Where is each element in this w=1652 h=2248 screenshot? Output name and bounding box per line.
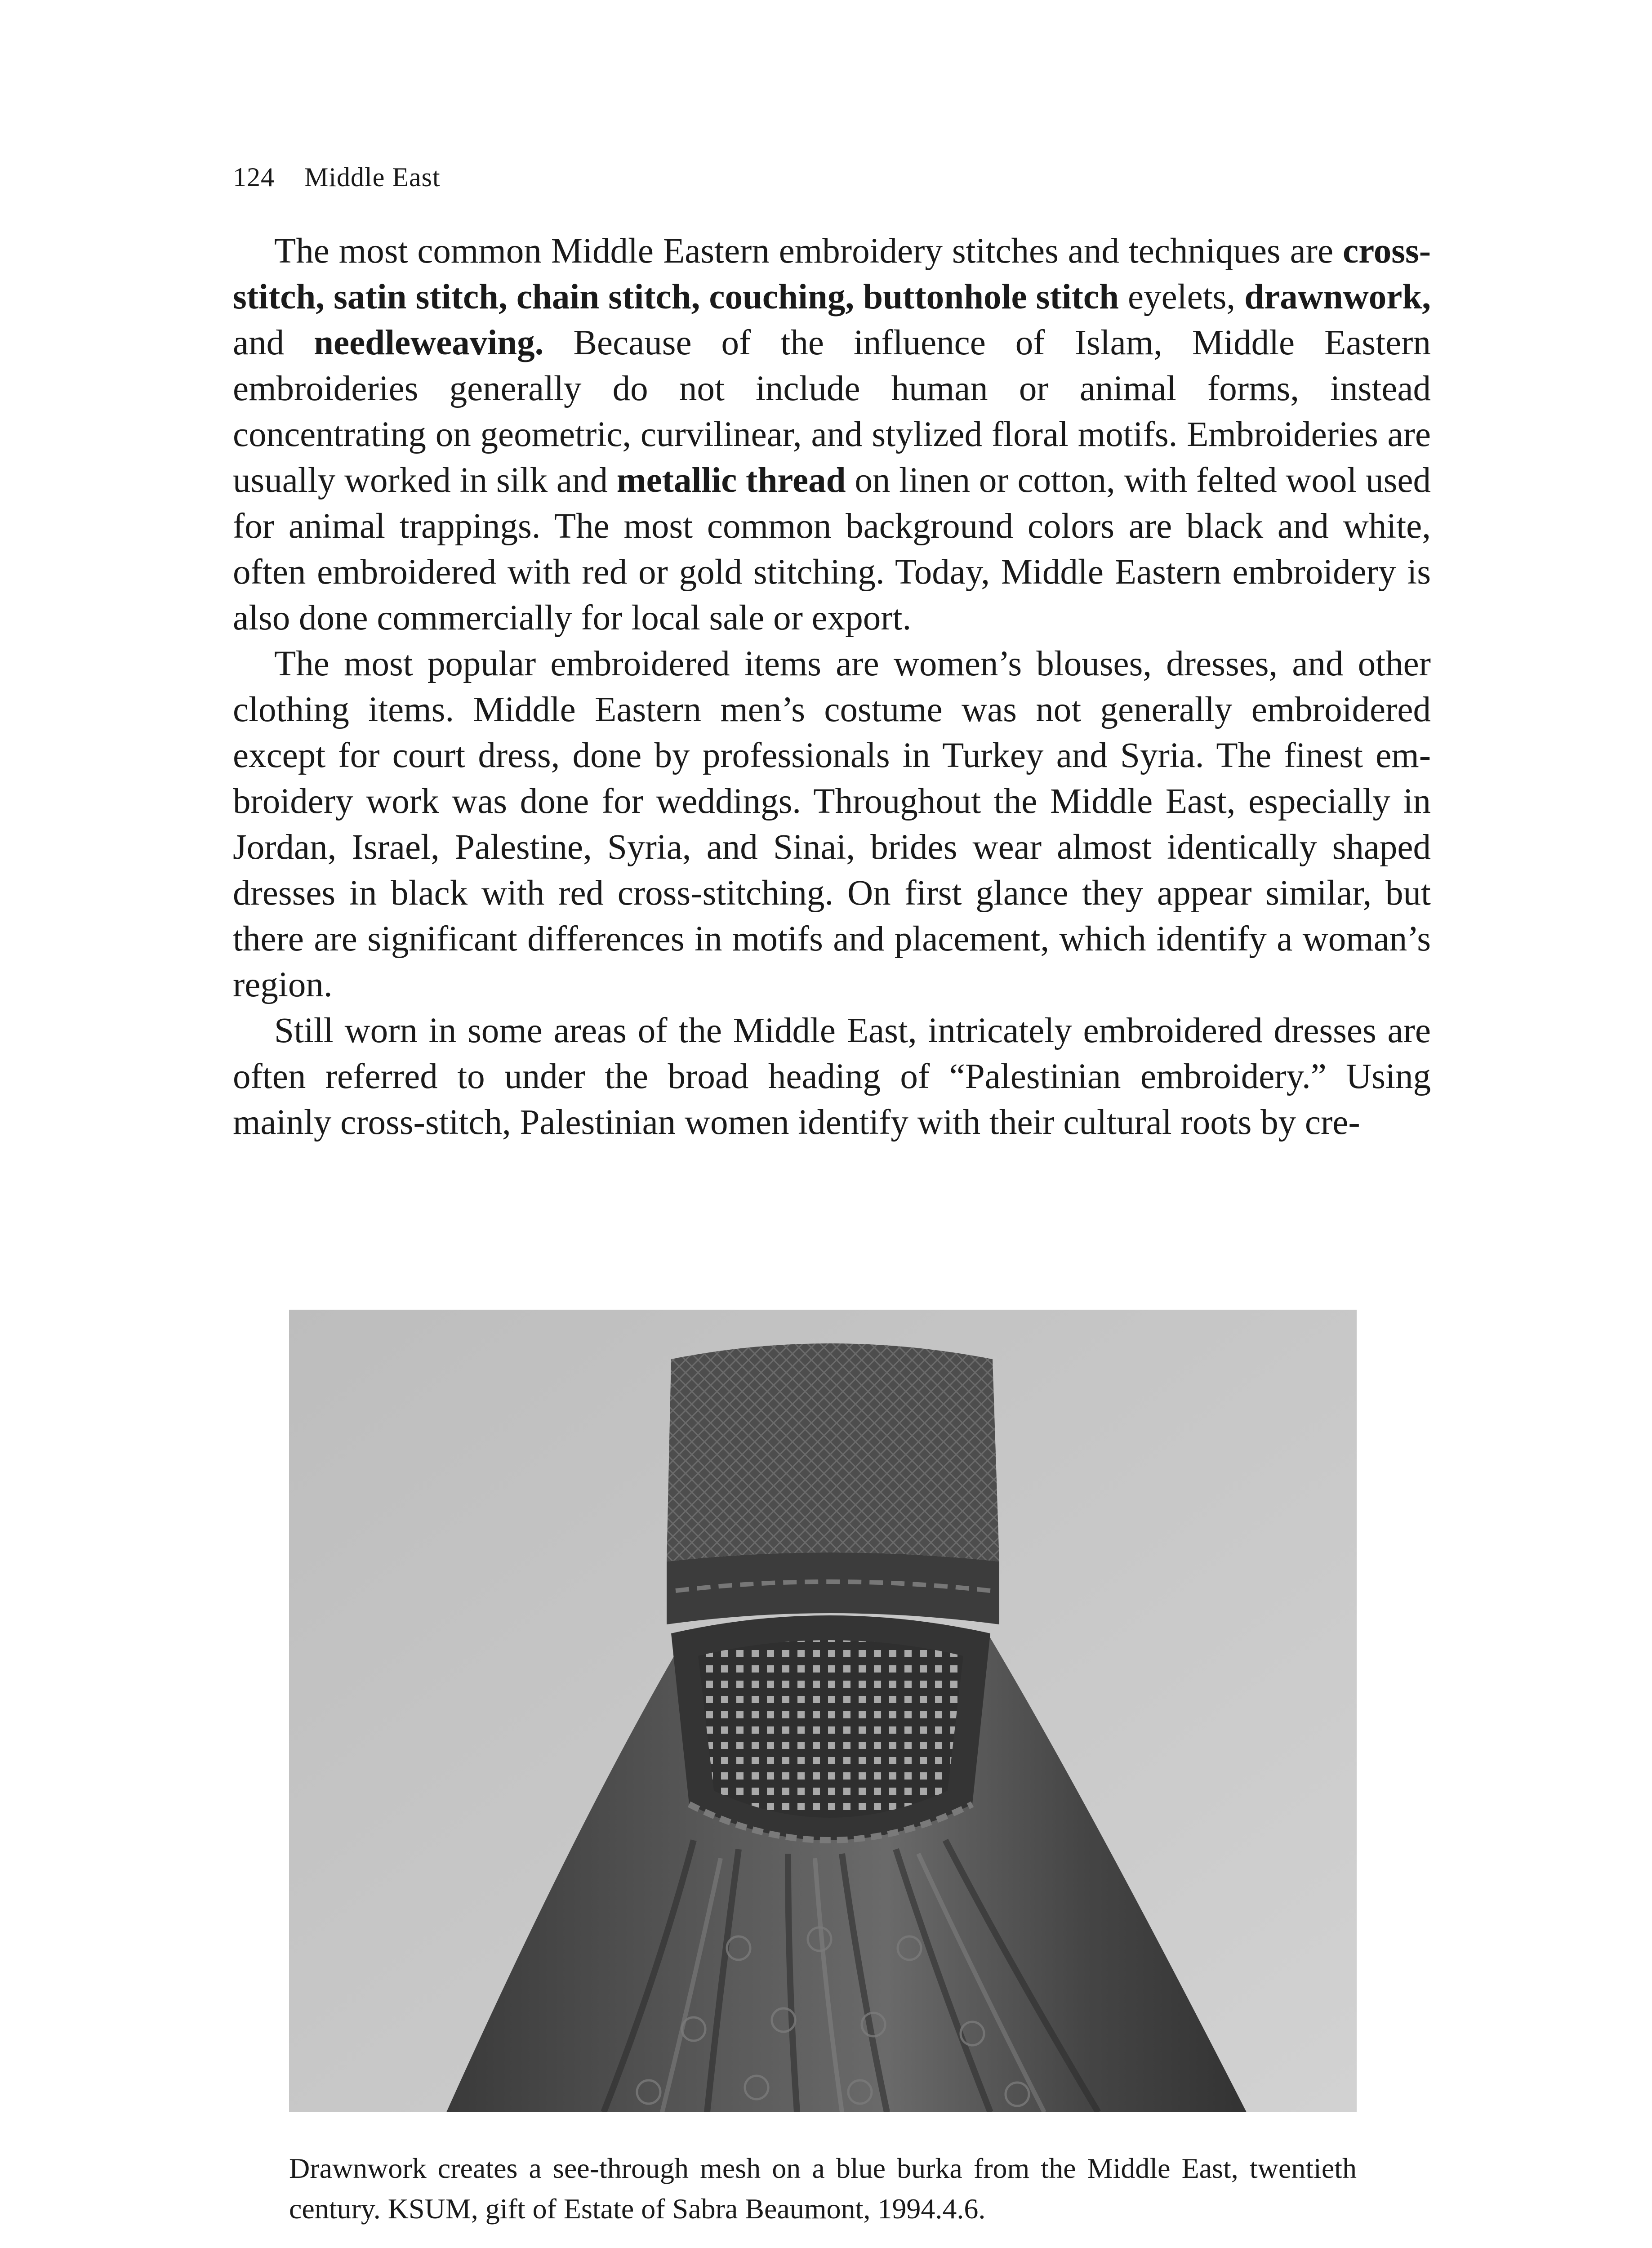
bold-term: metallic thread	[616, 461, 846, 500]
bold-term: needleweaving.	[314, 323, 544, 362]
text-run: eyelets,	[1118, 277, 1245, 317]
text-run: Because of the influence of Islam, Middle Eastern embroideries generally do not include human or animal forms, instead concentrating on geometric, curvilinear, and stylized floral motifs. Embroideries are usually worked in silk and	[233, 323, 1431, 500]
running-head	[233, 162, 441, 193]
text-run: The most popular embroidered items are women’s blouses, dresses, and other clothing items. Middle Eastern men’s costume was not generally embroidered except for court dress, done by professionals in Turkey and Syria. The finest embroidery work was done for weddings. Throughout the Middle East, especially in Jordan, Israel, Palestine, Syria, and Sinai, brides wear almost identically shaped dresses in black with red cross-stitching. On first glance they appear similar, but there are significant differences in motifs and placement, which identify a woman’s region.	[233, 644, 1431, 1004]
text-run: on linen or cotton, with felted wool used for animal trappings. The most common background colors are black and white, often embroidered with red or gold stitching. Today, Middle Eastern embroidery is also done commercially for local sale or export.	[233, 461, 1431, 638]
figure-caption: Drawnwork creates a see-through mesh on a blue burka from the Middle East, twentieth century. KSUM, gift of Estate of Sabra Beaumont, 1994.4.6.	[289, 2152, 1357, 2225]
paragraph-2	[233, 641, 1431, 1008]
section-title: Middle East	[304, 162, 441, 192]
text-run: The most common Middle Eastern embroidery stitches and techniques are	[274, 232, 1343, 271]
figure-photo-burka	[289, 1310, 1357, 2112]
burka-photo-illustration	[289, 1310, 1357, 2112]
page-number: 124	[233, 162, 275, 192]
burka-cap	[667, 1343, 999, 1561]
text-run: Still worn in some areas of the Middle East, intricately embroidered dresses are often referred to under the broad heading of “Palestinian embroidery.” Using mainly cross-stitch, Palestinian women identify with their cultural roots by cre-	[233, 1011, 1431, 1142]
paragraph-1	[233, 228, 1431, 641]
bold-term: drawnwork,	[1244, 277, 1431, 317]
bold-term: cross-stitch, satin stitch, chain stitch, couching, buttonhole stitch	[233, 232, 1431, 317]
drawnwork-mesh	[698, 1640, 963, 1818]
body-text	[233, 228, 1431, 1146]
text-run: and	[233, 323, 314, 362]
paragraph-3	[233, 1008, 1431, 1146]
